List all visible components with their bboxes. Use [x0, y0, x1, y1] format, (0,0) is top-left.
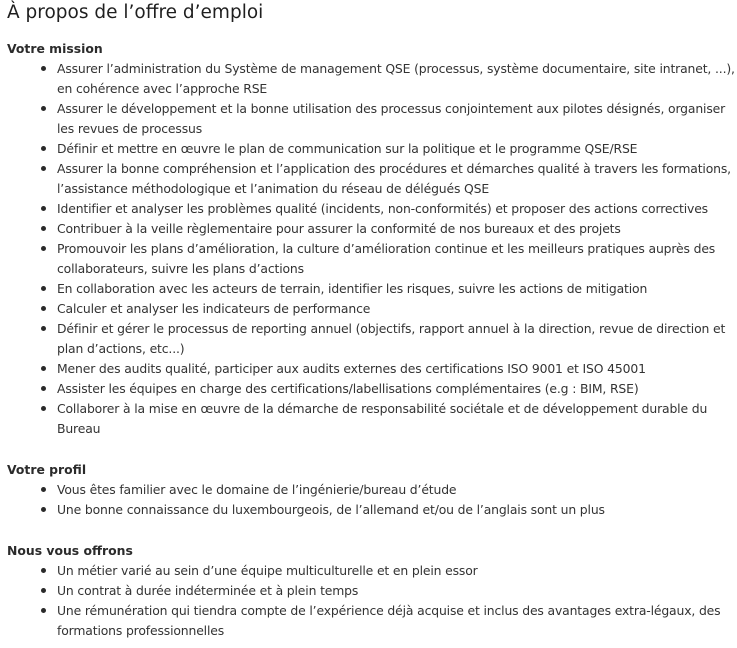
list-item-text: Collaborer à la mise en œuvre de la démarche de responsabilité sociétale et de développement durable du Bureau	[57, 401, 708, 436]
list-item	[57, 480, 737, 500]
bullet-icon	[41, 386, 46, 391]
list-item-text: Contribuer à la veille règlementaire pour assurer la conformité de nos bureaux et des projets	[57, 221, 621, 236]
list-item-text: Une bonne connaissance du luxembourgeois, de l’allemand et/ou de l’anglais sont un plus	[57, 502, 605, 517]
bullet-icon	[41, 406, 46, 411]
offer-list	[7, 561, 737, 641]
list-item-text: Identifier et analyser les problèmes qualité (incidents, non-conformités) et proposer des actions correctives	[57, 201, 708, 216]
list-item	[57, 159, 737, 199]
list-item-text: Vous êtes familier avec le domaine de l’ingénierie/bureau d’étude	[57, 482, 457, 497]
list-item-text: Assurer la bonne compréhension et l’application des procédures et démarches qualité à travers les formations, l’assistance méthodologique et l’animation du réseau de délégués QSE	[57, 161, 731, 196]
list-item	[57, 139, 737, 159]
list-item	[57, 279, 737, 299]
bullet-icon	[41, 487, 46, 492]
page-title: À propos de l’offre d’emploi	[7, 2, 264, 23]
section-heading: Votre profil	[7, 462, 87, 477]
list-item	[57, 399, 737, 439]
list-item	[57, 299, 737, 319]
list-item	[57, 219, 737, 239]
section-mission	[7, 39, 737, 439]
bullet-icon	[41, 146, 46, 151]
list-item-text: Assister les équipes en charge des certifications/labellisations complémentaires (e.g : BIM, RSE)	[57, 381, 639, 396]
bullet-icon	[41, 588, 46, 593]
section-heading: Nous vous offrons	[7, 543, 133, 558]
list-item-text: Une rémunération qui tiendra compte de l’expérience déjà acquise et inclus des avantages extra-légaux, des formations professionnelles	[57, 603, 721, 638]
bullet-icon	[41, 246, 46, 251]
list-item-text: Assurer le développement et la bonne utilisation des processus conjointement aux pilotes désignés, organiser les revues de processus	[57, 101, 726, 136]
bullet-icon	[41, 507, 46, 512]
list-item	[57, 319, 737, 359]
bullet-icon	[41, 326, 46, 331]
list-item	[57, 379, 737, 399]
bullet-icon	[41, 66, 46, 71]
profile-list	[7, 480, 737, 520]
list-item	[57, 581, 737, 601]
list-item-text: Un métier varié au sein d’une équipe multiculturelle et en plein essor	[57, 563, 478, 578]
list-item	[57, 500, 737, 520]
list-item-text: Assurer l’administration du Système de management QSE (processus, système documentaire, site intranet, ...), en cohérence avec l’approche RSE	[57, 61, 735, 96]
bullet-icon	[41, 366, 46, 371]
list-item-text: Mener des audits qualité, participer aux audits externes des certifications ISO 9001 et ISO 45001	[57, 361, 646, 376]
list-item	[57, 199, 737, 219]
section-offer	[7, 541, 737, 641]
list-item	[57, 561, 737, 581]
list-item	[57, 359, 737, 379]
list-item	[57, 59, 737, 99]
list-item	[57, 99, 737, 139]
mission-list	[7, 59, 737, 439]
list-item-text: Promouvoir les plans d’amélioration, la culture d’amélioration continue et les meilleurs pratiques auprès des collaborateurs, suivre les plans d’actions	[57, 241, 716, 276]
bullet-icon	[41, 106, 46, 111]
bullet-icon	[41, 568, 46, 573]
bullet-icon	[41, 166, 46, 171]
bullet-icon	[41, 608, 46, 613]
list-item-text: En collaboration avec les acteurs de terrain, identifier les risques, suivre les actions de mitigation	[57, 281, 648, 296]
bullet-icon	[41, 286, 46, 291]
list-item-text: Définir et gérer le processus de reporting annuel (objectifs, rapport annuel à la direction, revue de direction et plan d’actions, etc...)	[57, 321, 726, 356]
list-item-text: Définir et mettre en œuvre le plan de communication sur la politique et le programme QSE/RSE	[57, 141, 638, 156]
section-profile	[7, 460, 737, 520]
bullet-icon	[41, 206, 46, 211]
bullet-icon	[41, 306, 46, 311]
list-item-text: Calculer et analyser les indicateurs de performance	[57, 301, 371, 316]
list-item	[57, 239, 737, 279]
bullet-icon	[41, 226, 46, 231]
list-item	[57, 601, 737, 641]
list-item-text: Un contrat à durée indéterminée et à plein temps	[57, 583, 359, 598]
section-heading: Votre mission	[7, 41, 103, 56]
